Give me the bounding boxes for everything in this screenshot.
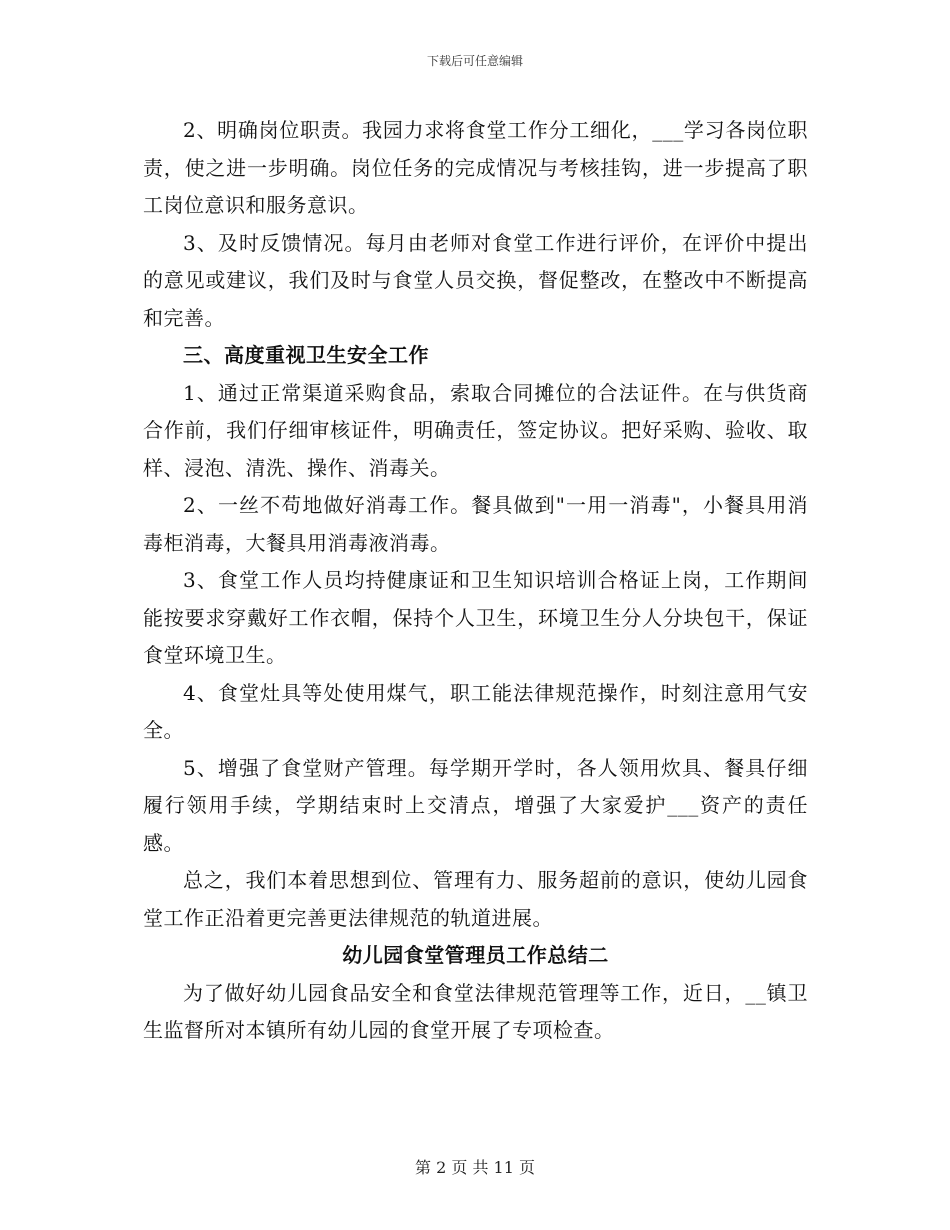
page-number-footer: 第 2 页 共 11 页: [415, 1158, 535, 1177]
section-heading-hygiene-safety: 三、高度重视卫生安全工作: [183, 343, 429, 367]
paragraph-procurement: 1、通过正常渠道采购食品，索取合同摊位的合法证件。在与供货商合作前，我们仔细审核证件，明确责任，签定协议。把好采购、验收、取样、浸泡、清洗、操作、消毒关。: [143, 380, 808, 480]
paragraph-conclusion: 总之，我们本着思想到位、管理有力、服务超前的意识，使幼儿园食堂工作正沿着更完善更法律规范的轨道进展。: [143, 868, 808, 930]
paragraph-inspection: 为了做好幼儿园食品安全和食堂法律规范管理等工作，近日，__镇卫生监督所对本镇所有幼儿园的食堂开展了专项检查。: [143, 980, 808, 1042]
paragraph-job-duties: 2、明确岗位职责。我园力求将食堂工作分工细化，___学习各岗位职责，使之进一步明确。岗位任务的完成情况与考核挂钩，进一步提高了职工岗位意识和服务意识。: [143, 118, 808, 217]
page-header: 下载后可任意编辑: [426, 54, 523, 68]
paragraph-gas-safety: 4、食堂灶具等处使用煤气，职工能法律规范操作，时刻注意用气安全。: [143, 680, 808, 742]
paragraph-staff-hygiene: 3、食堂工作人员均持健康证和卫生知识培训合格证上岗，工作期间能按要求穿戴好工作衣帽，保持个人卫生，环境卫生分人分块包干，保证食堂环境卫生。: [143, 568, 808, 667]
paragraph-disinfection: 2、一丝不苟地做好消毒工作。餐具做到"一用一消毒"，小餐具用消毒柜消毒，大餐具用消毒液消毒。: [143, 493, 808, 555]
paragraph-feedback: 3、及时反馈情况。每月由老师对食堂工作进行评价，在评价中提出的意见或建议，我们及时与食堂人员交换，督促整改，在整改中不断提高和完善。: [143, 230, 808, 330]
paragraph-property-management: 5、增强了食堂财产管理。每学期开学时，各人领用炊具、餐具仔细履行领用手续，学期结束时上交清点，增强了大家爱护___资产的责任感。: [143, 755, 808, 855]
document-title-part-two: 幼儿园食堂管理员工作总结二: [342, 943, 609, 967]
document-body: [143, 112, 808, 1050]
